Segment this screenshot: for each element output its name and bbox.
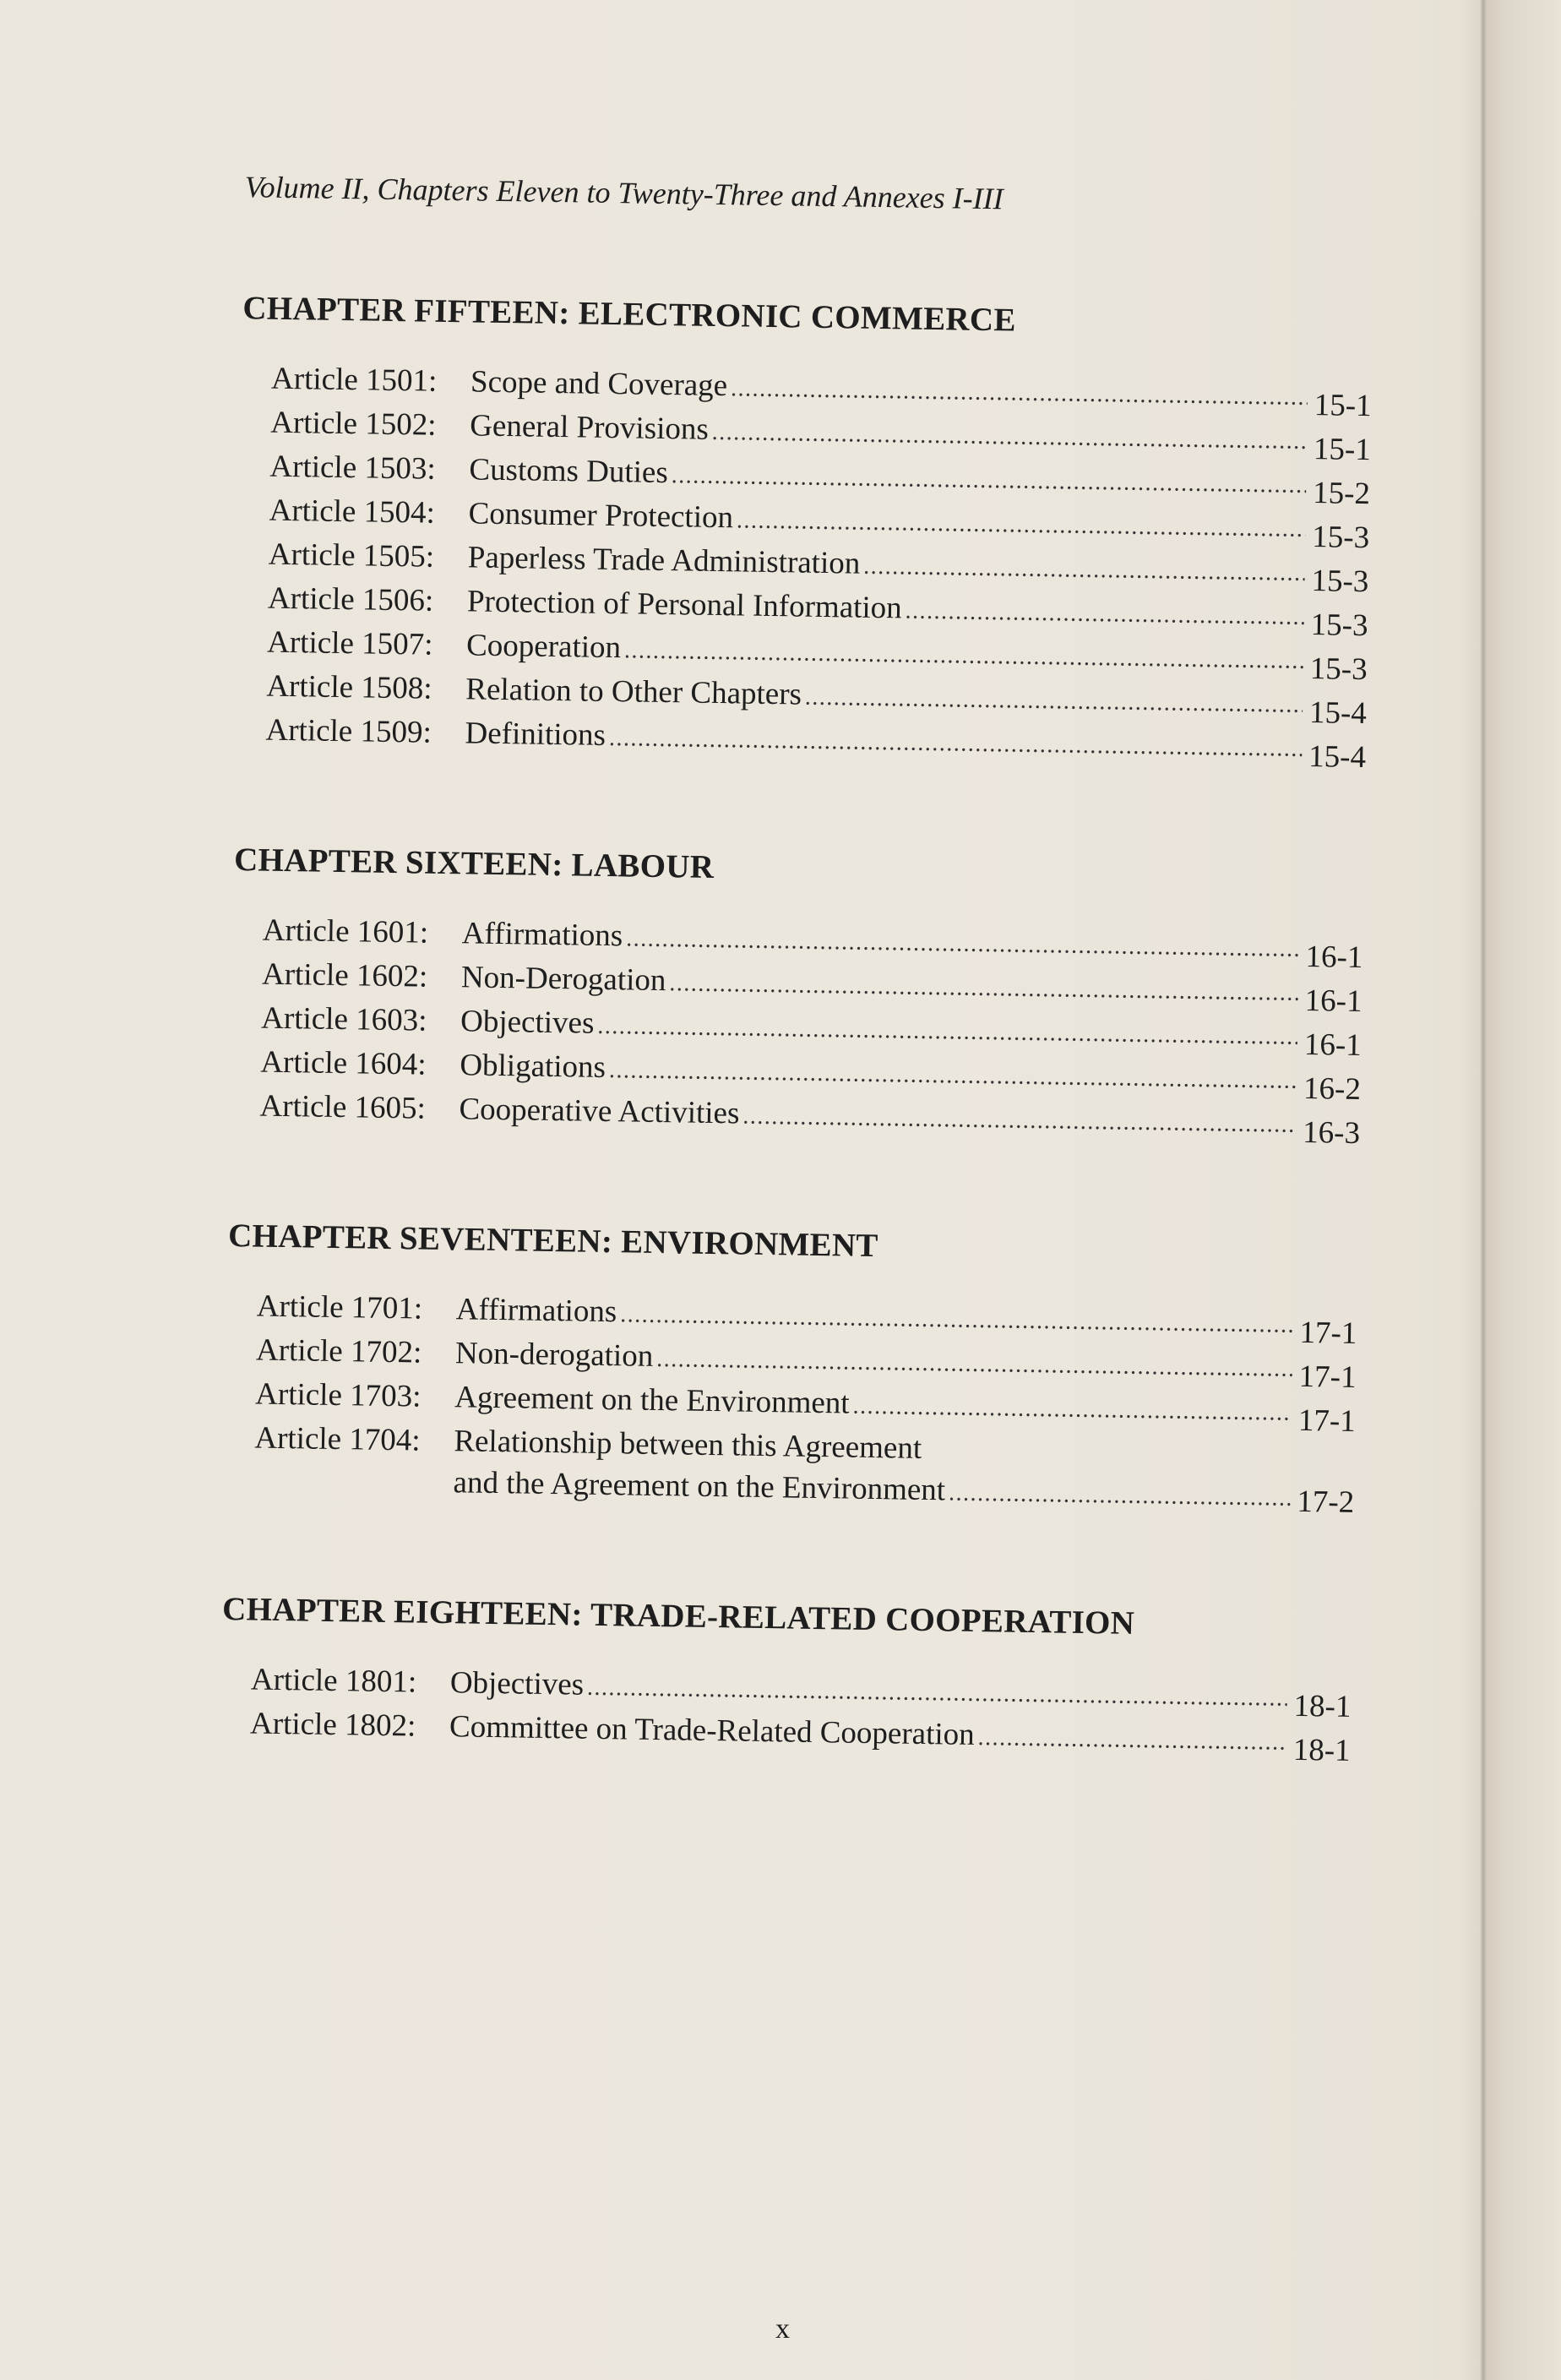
page-reference: 15-3: [1309, 651, 1368, 688]
page-reference: 15-4: [1308, 695, 1368, 732]
article-number: Article 1703:: [254, 1376, 422, 1414]
article-title: Consumer Protection: [468, 496, 734, 536]
chapter-title: CHAPTER SEVENTEEN: ENVIRONMENT: [227, 1217, 879, 1265]
article-title: Relation to Other Chapters: [465, 672, 802, 712]
article-number: Article 1506:: [267, 580, 434, 618]
page-reference: 15-2: [1312, 476, 1371, 512]
chapter-section: [215, 1217, 1385, 1521]
page-reference: 15-3: [1310, 607, 1368, 644]
dot-leader: [852, 1386, 1292, 1434]
article-title: Non-Derogation: [460, 960, 666, 999]
article-title: Agreement on the Environment: [454, 1380, 850, 1421]
article-title: Definitions: [465, 716, 606, 753]
dot-leader: [863, 546, 1305, 594]
article-title-continued: and the Agreement on the Environment: [453, 1465, 946, 1508]
article-number: Article 1801:: [250, 1662, 417, 1700]
article-title: Objectives: [449, 1665, 585, 1702]
article-number: Article 1704:: [254, 1420, 421, 1458]
toc-entry-two-line: [253, 1418, 1373, 1521]
page-reference: 16-2: [1303, 1070, 1362, 1108]
article-list: [253, 1286, 1376, 1521]
article-title: General Provisions: [469, 408, 710, 447]
chapter-section: [227, 289, 1400, 776]
page-number: x: [775, 2313, 790, 2345]
article-number: Article 1509:: [265, 712, 432, 750]
article-number: Article 1505:: [268, 536, 435, 575]
article-list: [249, 1658, 1370, 1768]
chapter-title: CHAPTER EIGHTEEN: TRADE-RELATED COOPERATION: [221, 1590, 1135, 1642]
article-title: Non-derogation: [454, 1336, 654, 1374]
article-number: Article 1601:: [262, 912, 429, 950]
article-title: Protection of Personal Information: [466, 584, 903, 626]
page-reference: 15-3: [1311, 520, 1370, 556]
page-reference: 17-1: [1298, 1359, 1357, 1395]
article-title: Committee on Trade-Related Cooperation: [449, 1709, 976, 1752]
page-reference: 15-1: [1314, 388, 1372, 424]
article-number: Article 1503:: [269, 449, 437, 487]
page-reference: 16-3: [1302, 1114, 1361, 1152]
page-reference: 15-4: [1308, 739, 1367, 776]
article-number: Article 1502:: [269, 405, 437, 443]
page-reference: 15-1: [1313, 432, 1372, 468]
toc-content: [210, 169, 1402, 1852]
article-number: Article 1702:: [255, 1332, 422, 1370]
dot-leader: [609, 717, 1303, 770]
article-number: Article 1501:: [270, 361, 438, 399]
article-number: Article 1602:: [261, 956, 428, 994]
article-list: [265, 358, 1390, 776]
article-number: Article 1701:: [256, 1288, 423, 1326]
page-edge-shadow: [1460, 0, 1561, 2380]
article-title: Objectives: [460, 1004, 595, 1041]
page-reference: 17-2: [1297, 1484, 1355, 1520]
article-title: Paperless Trade Administration: [467, 540, 861, 581]
article-number: Article 1507:: [266, 624, 433, 662]
page-reference: 17-1: [1299, 1315, 1357, 1352]
article-title: Relationship between this Agreement: [454, 1424, 922, 1466]
page-reference: 16-1: [1303, 1027, 1362, 1064]
dot-leader: [905, 591, 1304, 638]
article-title: Cooperation: [465, 628, 622, 666]
chapter-section: [212, 1590, 1380, 1768]
article-title: Customs Duties: [469, 452, 669, 491]
article-number: Article 1603:: [260, 1000, 427, 1038]
chapter-title: CHAPTER SIXTEEN: LABOUR: [233, 841, 715, 885]
article-title: Affirmations: [461, 916, 623, 954]
article-number: Article 1802:: [249, 1706, 416, 1744]
running-head: Volume II, Chapters Eleven to Twenty-Three and Annexes I-III: [244, 170, 1004, 216]
article-title: Cooperative Activities: [459, 1092, 740, 1131]
article-title: Obligations: [460, 1048, 606, 1085]
article-title: Scope and Coverage: [470, 364, 728, 404]
article-number: Article 1605:: [259, 1088, 427, 1126]
page-reference: 16-1: [1304, 983, 1362, 1020]
page-reference: 18-1: [1293, 1688, 1352, 1724]
dot-leader: [949, 1472, 1291, 1518]
chapter-title: CHAPTER FIFTEEN: ELECTRONIC COMMERCE: [242, 290, 1017, 339]
chapter-section: [221, 841, 1391, 1152]
article-number: Article 1508:: [266, 668, 432, 706]
article-number: Article 1504:: [269, 493, 436, 531]
dot-leader: [742, 1096, 1297, 1146]
article-list: [259, 910, 1382, 1152]
page-reference: 17-1: [1297, 1402, 1357, 1439]
page-reference: 18-1: [1292, 1732, 1351, 1768]
article-title: Affirmations: [455, 1292, 617, 1330]
page-reference: 16-1: [1305, 939, 1363, 976]
dot-leader: [977, 1717, 1286, 1763]
article-number: Article 1604:: [260, 1044, 427, 1082]
page-reference: 15-3: [1311, 564, 1369, 600]
